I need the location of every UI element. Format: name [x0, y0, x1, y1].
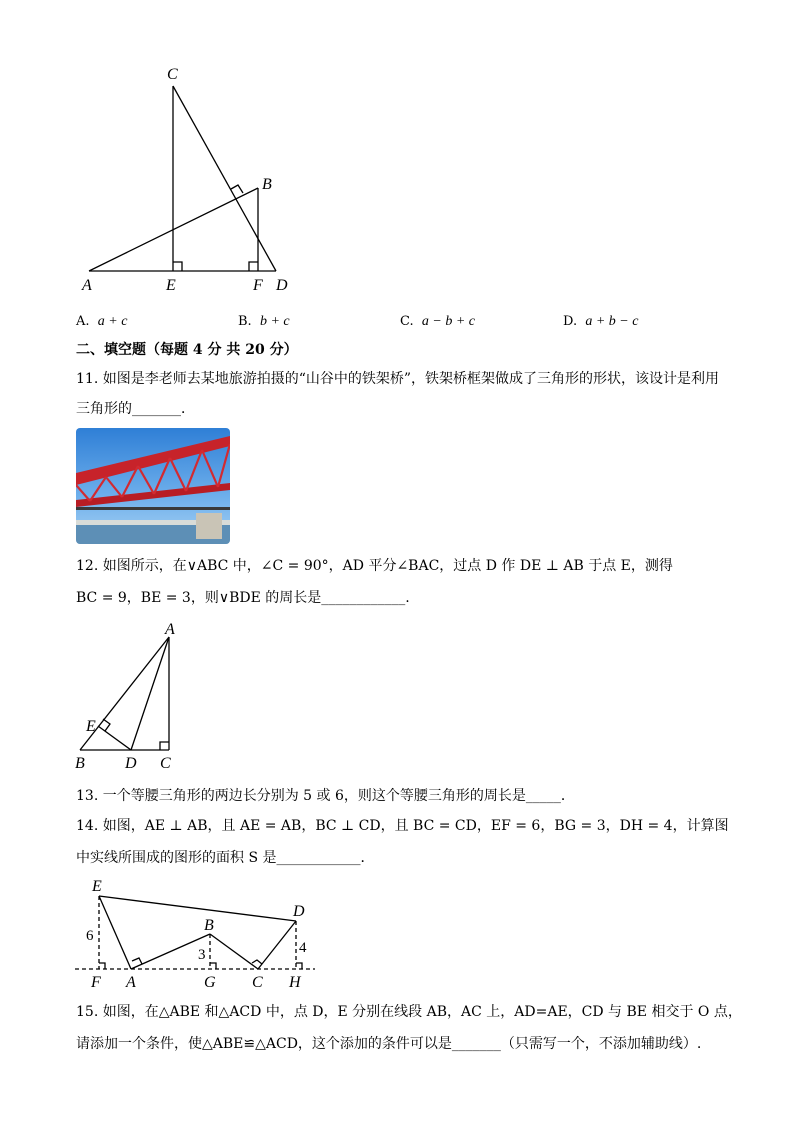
q14-line2: 中实线所围成的图形的面积 S 是____________．	[76, 850, 375, 866]
right-angle-g	[210, 963, 216, 969]
label-a: A	[82, 277, 92, 294]
label-b: B	[204, 917, 214, 934]
segment-ed	[99, 896, 296, 921]
section-heading: 二、填空题（每题 4 分 共 20 分）	[76, 342, 298, 358]
label-d: D	[125, 755, 137, 772]
label-e: E	[86, 718, 96, 735]
option-c-expr: a − b + c	[421, 314, 475, 329]
option-b-letter: B.	[238, 314, 252, 329]
option-d-letter: D.	[563, 314, 578, 329]
right-angle-f	[99, 963, 105, 969]
q14-line1: 14. 如图，AE ⊥ AB，且 AE = AB，BC ⊥ CD，且 BC = CD，EF = 6，BG = 3，DH = 4，计算图	[76, 818, 729, 834]
segment-cd	[258, 921, 296, 969]
label-three: 3	[198, 947, 206, 963]
right-angle-h	[296, 963, 302, 969]
option-a-letter: A.	[76, 314, 90, 329]
label-b: B	[75, 755, 85, 772]
q12-line2: BC = 9，BE = 3，则∨BDE 的周长是____________.	[76, 590, 410, 606]
right-angle-a	[132, 958, 142, 964]
label-d: D	[293, 903, 305, 920]
label-b: B	[262, 176, 272, 193]
q12-line1: 12. 如图所示，在∨ABC 中，∠C = 90°，AD 平分∠BAC，过点 D 作 DE ⊥ AB 于点 E，测得	[76, 558, 673, 574]
label-h: H	[289, 974, 301, 991]
label-e: E	[92, 878, 102, 895]
q15-line1: 15. 如图，在△ABE 和△ACD 中，点 D，E 分别在线段 AB，AC 上，AD=AE，CD 与 BE 相交于 O 点，	[76, 1004, 742, 1020]
label-c: C	[167, 66, 178, 83]
label-d: D	[276, 277, 288, 294]
label-a: A	[165, 621, 175, 638]
q11-line1: 11. 如图是李老师去某地旅游拍摄的“山谷中的铁架桥”，铁架桥框架做成了三角形的形状，该设计是利用	[76, 371, 720, 387]
segment-ea	[99, 896, 131, 969]
option-c-letter: C.	[400, 314, 414, 329]
q11-line2: 三角形的_______．	[76, 401, 195, 417]
option-b-expr: b + c	[259, 314, 290, 329]
label-six: 6	[86, 928, 94, 944]
right-angle-c	[252, 960, 262, 964]
q13-text: 13. 一个等腰三角形的两边长分别为 5 或 6，则这个等腰三角形的周长是_____．	[76, 788, 575, 804]
segment-bc	[210, 934, 258, 969]
label-c: C	[160, 755, 171, 772]
label-f: F	[253, 277, 263, 294]
q15-line2: 请添加一个条件，使△ABE≌△ACD，这个添加的条件可以是_______（只需写一个，不添加辅助线）.	[76, 1036, 702, 1052]
label-c: C	[252, 974, 263, 991]
label-a: A	[126, 974, 136, 991]
option-a-expr: a + c	[97, 314, 128, 329]
label-e: E	[166, 277, 176, 294]
label-four: 4	[299, 940, 307, 956]
option-d-expr: a + b − c	[585, 314, 639, 329]
label-f: F	[91, 974, 101, 991]
label-g: G	[204, 974, 216, 991]
